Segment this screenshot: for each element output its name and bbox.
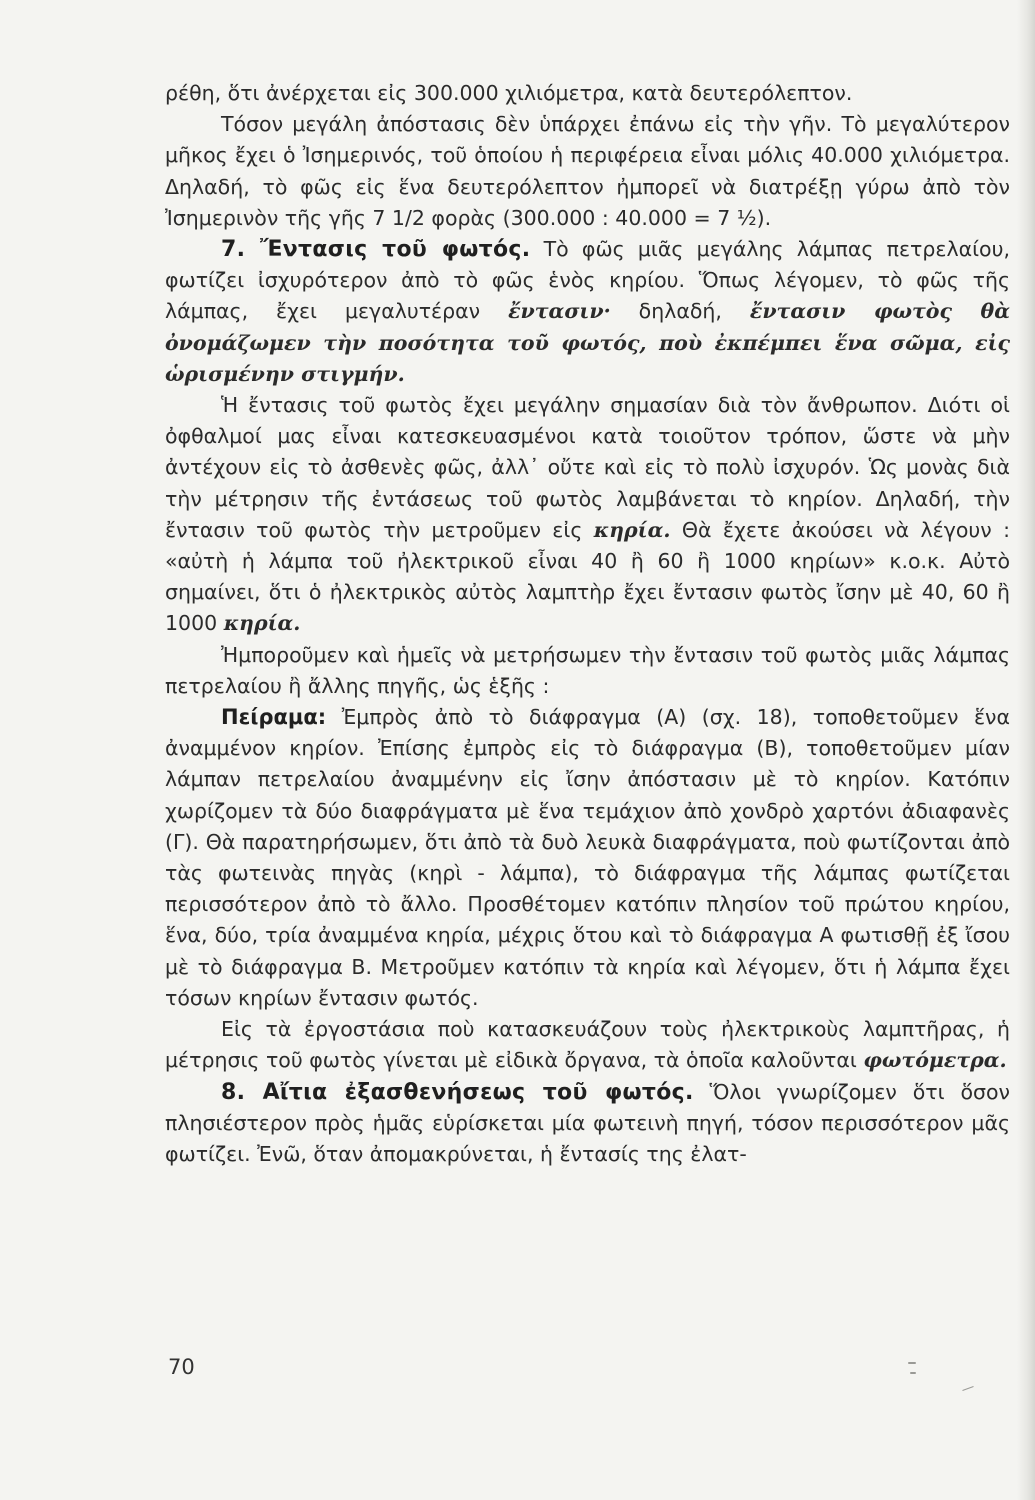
- experiment-text: Ἐμπρὸς ἀπὸ τὸ διάφραγμα (Α) (σχ. 18), τοποθετοῦμεν ἕνα ἀναμμένον κηρίον. Ἐπίσης ἐμπρὸς εἰς τὸ διάφραγμα (Β), τοποθετοῦμεν μίαν λάμπαν πετρελαίου ἀναμμένην εἰς ἴσην ἀπόστασιν μὲ τὸ κηρίον. Κατόπιν χωρίζομεν τὰ δύο διαφράγματα μὲ ἕνα τεμάχιον ἀπὸ χονδρὸ χαρτόνι ἀδιαφανὲς (Γ). Θὰ παρατηρήσωμεν, ὅτι ἀπὸ τὰ δυὸ λευκὰ διαφράγματα, ποὺ φωτίζονται ἀπὸ τὰς φωτεινὰς πηγὰς (κηρὶ - λάμπα), τὸ διάφραγμα τῆς λάμπας φωτίζεται περισσότερον ἀπὸ τὸ ἄλλο. Προσθέτομεν κατόπιν πλησίον τοῦ πρώτου κηρίου, ἕνα, δύο, τρία ἀναμμένα κηρία, μέχρις ὅτου καὶ τὸ διάφραγμα Α φωτισθῇ ἐξ ἴσου μὲ τὸ διάφραγμα Β. Μετροῦμεν κατόπιν τὰ κηρία καὶ λέγομεν, ὅτι ἡ λάμπα ἔχει τόσων κηρίων ἔντασιν φωτός.: [165, 705, 1010, 1010]
- photometer-term: φωτόμετρα.: [863, 1048, 1007, 1073]
- section-7-definition: ἔντασιν φωτὸς θὰ ὀνομάζωμεν τὴν ποσότητα τοῦ φωτός, ποὺ ἐκπέμπει ἕνα σῶμα, εἰς ὡρισμένην στιγμήν.: [165, 299, 1010, 386]
- section-7-connector: δηλαδή,: [610, 299, 750, 324]
- page-number: 70: [168, 1355, 195, 1379]
- section-7-paragraph: [165, 234, 1010, 390]
- paragraph-intensity-importance: [165, 390, 1010, 640]
- section-7-heading: 7. Ἔντασις τοῦ φωτός.: [221, 237, 531, 263]
- page-body: [165, 78, 1010, 1170]
- section-8-heading: 8. Αἴτια ἐξασθενήσεως τοῦ φωτός.: [221, 1079, 694, 1105]
- section-7-text: Τὸ φῶς μιᾶς μεγάλης λάμπας πετρελαίου, φωτίζει ἰσχυρότερον ἀπὸ τὸ φῶς ἑνὸς κηρίου. Ὅπως λέγομεν, τὸ φῶς τῆς λάμπας, ἔχει μεγαλυτέραν: [165, 237, 1010, 324]
- section-8-text: Ὅλοι γνωρίζομεν ὅτι ὅσον πλησιέστερον πρὸς ἡμᾶς εὑρίσκεται μία φωτεινὴ πηγή, τόσον περισσότερον μᾶς φωτίζει. Ἐνῶ, ὅταν ἀπομακρύνεται, ἡ ἔντασίς της ἐλατ-: [165, 1079, 1010, 1166]
- section-8-paragraph: [165, 1077, 1010, 1171]
- print-speck: [910, 1372, 916, 1374]
- paragraph-distance: Τόσον μεγάλη ἀπόστασις δὲν ὑπάρχει ἐπάνω εἰς τὴν γῆν. Τὸ μεγαλύτερον μῆκος ἔχει ὁ Ἰσημερινός, τοῦ ὁποίου ἡ περιφέρεια εἶναι μόλις 40.000 χιλιόμετρα. Δηλαδή, τὸ φῶς εἰς ἕνα δευτερόλεπτον ἠμπορεῖ νὰ διατρέξῃ γύρω ἀπὸ τὸν Ἰσημερινὸν τῆς γῆς 7 1/2 φορὰς (300.000 : 40.000 = 7 ½).: [165, 112, 1010, 230]
- paragraph-photometer: [165, 1014, 1010, 1076]
- page-edge-shadow: [1017, 0, 1035, 1500]
- intensity-text: Ἡ ἔντασις τοῦ φωτὸς ἔχει μεγάλην σημασίαν διὰ τὸν ἄνθρωπον. Διότι οἱ ὀφθαλμοί μας εἶναι κατεσκευασμένοι κατὰ τοιοῦτον τρόπον, ὥστε νὰ μὴν ἀντέχουν εἰς τὸ ἀσθενὲς φῶς, ἀλλ᾽ οὔτε καὶ εἰς τὸ πολὺ ἰσχυρόν. Ὡς μονὰς διὰ τὴν μέτρησιν τῆς ἐντάσεως τοῦ φωτὸς λαμβάνεται τὸ κηρίον. Δηλαδή, τὴν ἔντασιν τοῦ φωτὸς τὴν μετροῦμεν εἰς: [165, 393, 1010, 542]
- paragraph-continuation: ρέθη, ὅτι ἀνέρχεται εἰς 300.000 χιλιόμετρα, κατὰ δευτερόλεπτον.: [165, 81, 853, 105]
- print-speck: [962, 1386, 974, 1391]
- intensity-unit-term-end: κηρία.: [223, 611, 301, 636]
- photometer-text: Εἰς τὰ ἐργοστάσια ποὺ κατασκευάζουν τοὺς ἠλεκτρικοὺς λαμπτῆρας, ἡ μέτρησις τοῦ φωτὸς γίνεται μὲ εἰδικὰ ὄργανα, τὰ ὁποῖα καλοῦνται: [165, 1017, 1010, 1073]
- section-7-term: ἔντασιν·: [508, 299, 611, 324]
- print-speck: [908, 1362, 916, 1364]
- intensity-text-continued: Θὰ ἔχετε ἀκούσει νὰ λέγουν : «αὐτὴ ἡ λάμπα τοῦ ἠλεκτρικοῦ εἶναι 40 ἢ 60 ἢ 1000 κηρίων» κ.ο.κ. Αὐτὸ σημαίνει, ὅτι ὁ ἠλεκτρικὸς αὐτὸς λαμπτὴρ ἔχει ἔντασιν φωτὸς ἴσην μὲ 40, 60 ἢ 1000: [165, 517, 1010, 636]
- paragraph-experiment: [165, 702, 1010, 1014]
- experiment-heading: Πείραμα:: [221, 705, 327, 730]
- intensity-unit-term: κηρία.: [593, 517, 671, 542]
- paragraph-measurement-intro: Ἠμποροῦμεν καὶ ἡμεῖς νὰ μετρήσωμεν τὴν ἔντασιν τοῦ φωτὸς μιᾶς λάμπας πετρελαίου ἢ ἄλλης πηγῆς, ὡς ἑξῆς :: [165, 642, 1010, 698]
